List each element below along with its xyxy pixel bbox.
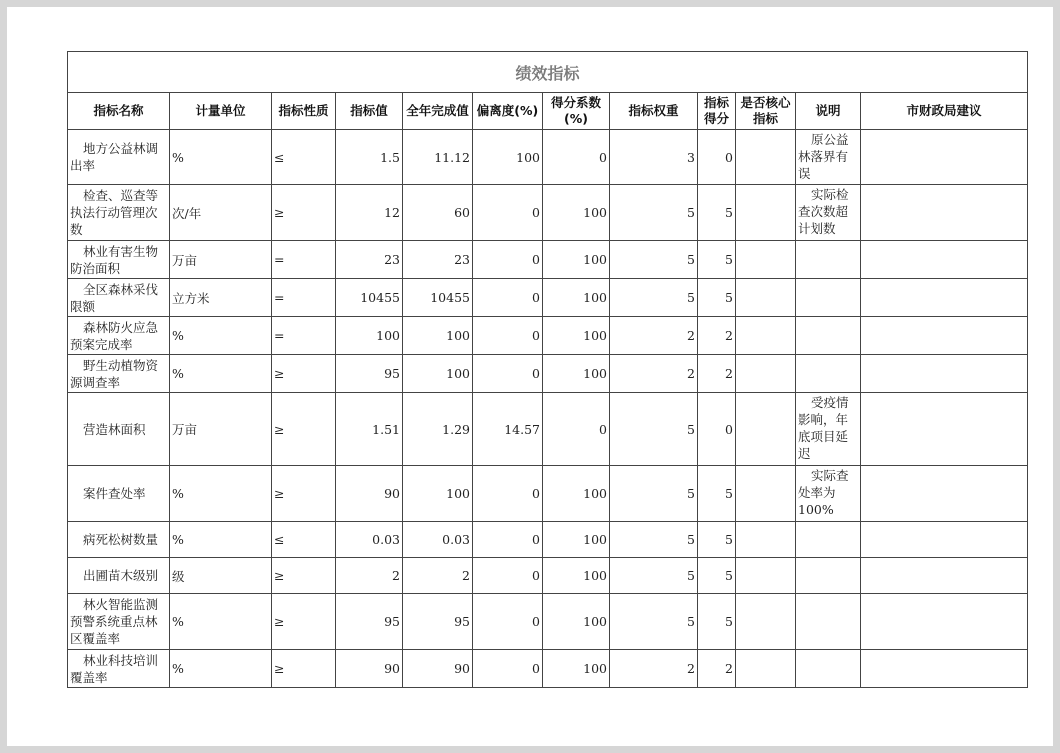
cell-advice [861, 466, 1028, 522]
cell-advice [861, 185, 1028, 241]
cell-nature: ≥ [272, 185, 336, 241]
table-row [68, 393, 1028, 466]
cell-core [736, 466, 796, 522]
cell-deviation: 0 [473, 241, 543, 279]
cell-value: 2 [336, 558, 403, 594]
cell-nature: = [272, 279, 336, 317]
cell-note [796, 241, 861, 279]
table-row [68, 466, 1028, 522]
cell-coef: 100 [543, 241, 610, 279]
cell-name: 案件查处率 [68, 466, 170, 522]
cell-weight: 5 [610, 466, 698, 522]
cell-weight: 5 [610, 522, 698, 558]
cell-note: 原公益林落界有误 [796, 130, 861, 185]
header-name: 指标名称 [68, 93, 170, 130]
header-nature: 指标性质 [272, 93, 336, 130]
cell-note [796, 594, 861, 650]
cell-completed: 90 [403, 650, 473, 688]
header-weight: 指标权重 [610, 93, 698, 130]
cell-note [796, 317, 861, 355]
cell-deviation: 0 [473, 558, 543, 594]
cell-value: 10455 [336, 279, 403, 317]
cell-weight: 5 [610, 594, 698, 650]
cell-completed: 100 [403, 355, 473, 393]
cell-score: 5 [698, 185, 736, 241]
cell-advice [861, 317, 1028, 355]
header-coef: 得分系数(%) [543, 93, 610, 130]
cell-note [796, 650, 861, 688]
cell-name: 地方公益林调出率 [68, 130, 170, 185]
table-row [68, 241, 1028, 279]
cell-score: 5 [698, 466, 736, 522]
table-row [68, 355, 1028, 393]
table-row [68, 650, 1028, 688]
cell-name: 林业科技培训覆盖率 [68, 650, 170, 688]
header-score: 指标得分 [698, 93, 736, 130]
cell-name: 营造林面积 [68, 393, 170, 466]
cell-score: 5 [698, 241, 736, 279]
cell-unit: % [170, 317, 272, 355]
cell-coef: 100 [543, 279, 610, 317]
cell-score: 5 [698, 558, 736, 594]
cell-unit: % [170, 650, 272, 688]
cell-coef: 100 [543, 185, 610, 241]
cell-value: 0.03 [336, 522, 403, 558]
cell-name: 检查、巡查等执法行动管理次数 [68, 185, 170, 241]
cell-coef: 100 [543, 355, 610, 393]
cell-unit: % [170, 594, 272, 650]
cell-value: 1.5 [336, 130, 403, 185]
cell-deviation: 100 [473, 130, 543, 185]
cell-value: 1.51 [336, 393, 403, 466]
cell-weight: 2 [610, 650, 698, 688]
cell-advice [861, 393, 1028, 466]
cell-advice [861, 522, 1028, 558]
cell-value: 90 [336, 466, 403, 522]
cell-value: 23 [336, 241, 403, 279]
cell-unit: 立方米 [170, 279, 272, 317]
table-row [68, 185, 1028, 241]
cell-advice [861, 650, 1028, 688]
cell-coef: 0 [543, 130, 610, 185]
header-value: 指标值 [336, 93, 403, 130]
document-page [7, 7, 1053, 746]
cell-weight: 5 [610, 185, 698, 241]
cell-value: 12 [336, 185, 403, 241]
cell-core [736, 241, 796, 279]
cell-score: 5 [698, 522, 736, 558]
cell-name: 野生动植物资源调查率 [68, 355, 170, 393]
cell-nature: ≥ [272, 558, 336, 594]
header-advice: 市财政局建议 [861, 93, 1028, 130]
cell-note [796, 279, 861, 317]
cell-score: 2 [698, 650, 736, 688]
cell-value: 95 [336, 594, 403, 650]
cell-weight: 3 [610, 130, 698, 185]
cell-name: 全区森林采伐限额 [68, 279, 170, 317]
table-title: 绩效指标 [68, 52, 1028, 93]
cell-unit: % [170, 130, 272, 185]
cell-nature: ≥ [272, 594, 336, 650]
header-completed: 全年完成值 [403, 93, 473, 130]
cell-unit: % [170, 466, 272, 522]
cell-coef: 0 [543, 393, 610, 466]
table-row [68, 279, 1028, 317]
cell-name: 出圃苗木级别 [68, 558, 170, 594]
cell-weight: 2 [610, 355, 698, 393]
table-row [68, 558, 1028, 594]
cell-unit: 次/年 [170, 185, 272, 241]
cell-weight: 5 [610, 279, 698, 317]
cell-name: 森林防火应急预案完成率 [68, 317, 170, 355]
table-row [68, 130, 1028, 185]
cell-deviation: 0 [473, 279, 543, 317]
cell-nature: ≤ [272, 522, 336, 558]
cell-score: 2 [698, 317, 736, 355]
cell-core [736, 558, 796, 594]
cell-coef: 100 [543, 594, 610, 650]
cell-completed: 2 [403, 558, 473, 594]
cell-note: 实际检查次数超计划数 [796, 185, 861, 241]
cell-completed: 23 [403, 241, 473, 279]
cell-unit: % [170, 522, 272, 558]
cell-score: 0 [698, 130, 736, 185]
cell-score: 5 [698, 594, 736, 650]
cell-advice [861, 355, 1028, 393]
cell-note [796, 355, 861, 393]
cell-nature: ≥ [272, 466, 336, 522]
cell-note [796, 522, 861, 558]
cell-score: 5 [698, 279, 736, 317]
cell-value: 90 [336, 650, 403, 688]
cell-weight: 2 [610, 317, 698, 355]
cell-note: 实际查处率为100% [796, 466, 861, 522]
cell-deviation: 0 [473, 466, 543, 522]
cell-core [736, 650, 796, 688]
cell-completed: 1.29 [403, 393, 473, 466]
cell-core [736, 393, 796, 466]
cell-unit: 万亩 [170, 393, 272, 466]
cell-core [736, 130, 796, 185]
cell-nature: ≥ [272, 355, 336, 393]
cell-coef: 100 [543, 522, 610, 558]
cell-unit: % [170, 355, 272, 393]
header-row [68, 93, 1028, 130]
header-note: 说明 [796, 93, 861, 130]
cell-completed: 11.12 [403, 130, 473, 185]
cell-core [736, 522, 796, 558]
cell-deviation: 0 [473, 317, 543, 355]
performance-indicator-table [67, 51, 1028, 688]
cell-deviation: 0 [473, 355, 543, 393]
cell-coef: 100 [543, 558, 610, 594]
table-row [68, 522, 1028, 558]
cell-core [736, 279, 796, 317]
cell-advice [861, 241, 1028, 279]
cell-score: 2 [698, 355, 736, 393]
cell-completed: 60 [403, 185, 473, 241]
cell-weight: 5 [610, 558, 698, 594]
cell-coef: 100 [543, 466, 610, 522]
cell-advice [861, 279, 1028, 317]
cell-deviation: 0 [473, 650, 543, 688]
cell-unit: 级 [170, 558, 272, 594]
cell-core [736, 594, 796, 650]
cell-value: 95 [336, 355, 403, 393]
cell-deviation: 0 [473, 185, 543, 241]
cell-completed: 10455 [403, 279, 473, 317]
cell-coef: 100 [543, 317, 610, 355]
cell-weight: 5 [610, 393, 698, 466]
table-row [68, 594, 1028, 650]
cell-advice [861, 558, 1028, 594]
cell-nature: = [272, 317, 336, 355]
cell-deviation: 14.57 [473, 393, 543, 466]
cell-completed: 95 [403, 594, 473, 650]
cell-nature: ≥ [272, 650, 336, 688]
cell-unit: 万亩 [170, 241, 272, 279]
cell-core [736, 317, 796, 355]
cell-score: 0 [698, 393, 736, 466]
cell-deviation: 0 [473, 594, 543, 650]
cell-value: 100 [336, 317, 403, 355]
cell-coef: 100 [543, 650, 610, 688]
header-core: 是否核心指标 [736, 93, 796, 130]
table-body [68, 130, 1028, 688]
cell-name: 林业有害生物防治面积 [68, 241, 170, 279]
cell-core [736, 355, 796, 393]
cell-nature: ≥ [272, 393, 336, 466]
cell-name: 林火智能监测预警系统重点林区覆盖率 [68, 594, 170, 650]
cell-note [796, 558, 861, 594]
cell-completed: 100 [403, 466, 473, 522]
header-unit: 计量单位 [170, 93, 272, 130]
header-deviation: 偏离度(%) [473, 93, 543, 130]
cell-name: 病死松树数量 [68, 522, 170, 558]
cell-nature: = [272, 241, 336, 279]
cell-weight: 5 [610, 241, 698, 279]
cell-deviation: 0 [473, 522, 543, 558]
cell-core [736, 185, 796, 241]
cell-nature: ≤ [272, 130, 336, 185]
cell-completed: 0.03 [403, 522, 473, 558]
table-row [68, 317, 1028, 355]
cell-note: 受疫情影响，年底项目延迟 [796, 393, 861, 466]
cell-advice [861, 130, 1028, 185]
cell-advice [861, 594, 1028, 650]
cell-completed: 100 [403, 317, 473, 355]
